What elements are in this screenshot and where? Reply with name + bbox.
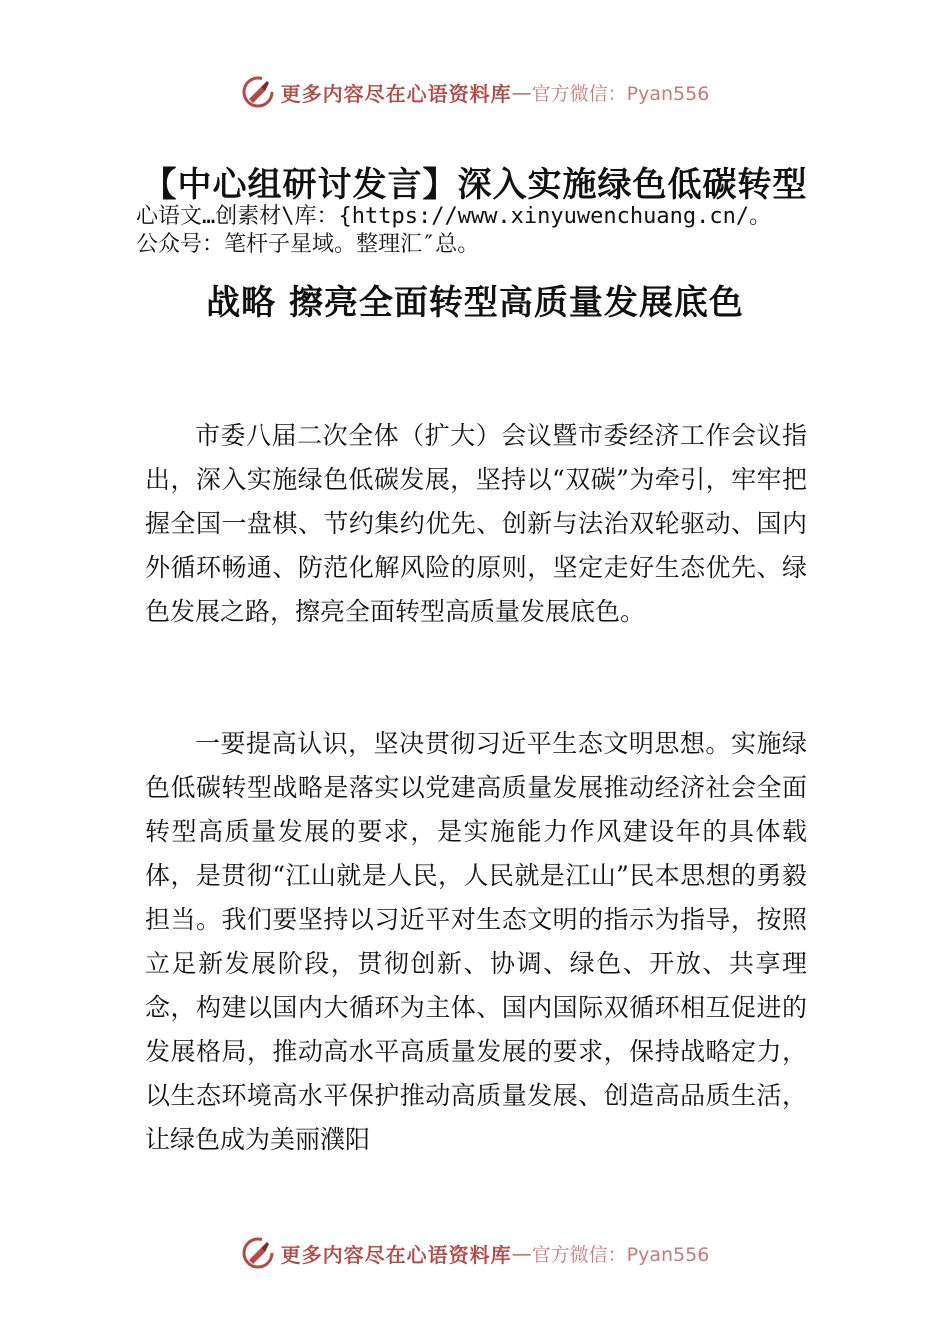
logo-icon xyxy=(241,75,275,109)
banner-sub-text: 官方微信：Pyan556 xyxy=(531,1243,710,1266)
source-note-line1: 心语文…创素材\库：{https://www.xinyuwenchuang.cn/。 xyxy=(136,204,772,229)
banner-main-text: 更多内容尽在心语资料库 xyxy=(280,1242,512,1267)
banner-main-text: 更多内容尽在心语资料库 xyxy=(280,81,512,106)
logo-icon xyxy=(241,1236,275,1270)
footer-banner xyxy=(0,1231,950,1275)
banner-dash: — xyxy=(511,80,532,104)
body-paragraph: 一要提高认识，坚决贯彻习近平生态文明思想。实施绿色低碳转型战略是落实以党建高质量发展推动经济社会全面转型高质量发展的要求，是实施能力作风建设年的具体载体，是贯彻“江山就是人民，人民就是江山”民本思想的勇毅担当。我们要坚持以习近平对生态文明的指示为指导，按照立足新发展阶段，贯彻创新、协调、绿色、开放、共享理念，构建以国内大循环为主体、国内国际双循环相互促进的发展格局，推动高水平高质量发展的要求，保持战略定力，以生态环境高水平保护推动高质量发展、创造高品质生活，让绿色成为美丽濮阳 xyxy=(145,729,807,1154)
banner-sub-text: 官方微信：Pyan556 xyxy=(531,82,710,105)
header-banner xyxy=(0,70,950,114)
page-title-line2: 战略 擦亮全面转型高质量发展底色 xyxy=(206,283,744,323)
body-paragraph: 市委八届二次全体（扩大）会议暨市委经济工作会议指出，深入实施绿色低碳发展，坚持以“双碳”为牵引，牢牢把握全国一盘棋、节约集约优先、创新与法治双轮驱动、国内外循环畅通、防范化解风险的原则，坚定走好生态优先、绿色发展之路，擦亮全面转型高质量发展底色。 xyxy=(145,421,807,626)
banner-dash: — xyxy=(511,1241,532,1265)
source-note-line2: 公众号：笔杆子星域。整理汇″总。 xyxy=(136,232,480,257)
page-title-line1: 【中心组研讨发言】深入实施绿色低碳转型 xyxy=(142,165,808,205)
